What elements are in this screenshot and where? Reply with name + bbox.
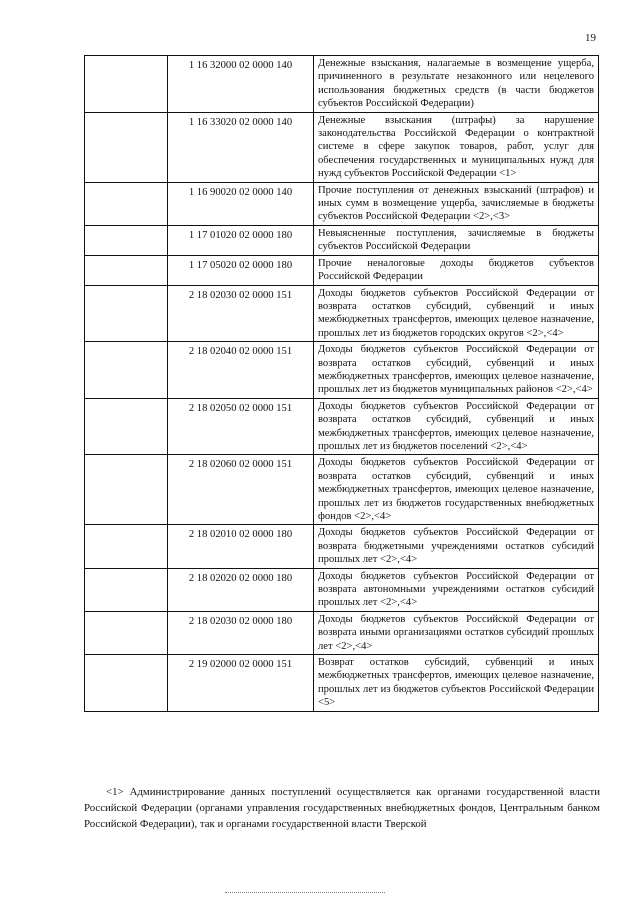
bottom-scan-line (225, 892, 385, 893)
revenue-code-cell: 2 18 02030 02 0000 151 (168, 285, 314, 342)
revenue-code-cell: 2 18 02040 02 0000 151 (168, 342, 314, 399)
admin-code-cell (85, 655, 168, 712)
revenue-code-cell: 2 18 02010 02 0000 180 (168, 525, 314, 568)
revenue-name-cell: Доходы бюджетов субъектов Российской Федерации от возврата иными организациями остатков субсидий прошлых лет <2>,<4> (314, 611, 599, 654)
table-row (85, 56, 599, 113)
revenue-code-cell: 2 18 02060 02 0000 151 (168, 455, 314, 525)
table-row (85, 182, 599, 225)
revenue-name-cell: Возврат остатков субсидий, субвенций и иных межбюджетных трансфертов, имеющих целевое назначение, прошлых лет из бюджетов субъектов Российской Федерации <5> (314, 655, 599, 712)
admin-code-cell (85, 56, 168, 113)
table-row (85, 525, 599, 568)
revenue-name-cell: Доходы бюджетов субъектов Российской Федерации от возврата остатков субсидий, субвенций и иных межбюджетных трансфертов, имеющих целевое назначение, прошлых лет из бюджетов поселений <2>,<4> (314, 398, 599, 455)
admin-code-cell (85, 255, 168, 285)
revenue-name-cell: Прочие поступления от денежных взысканий (штрафов) и иных сумм в возмещение ущерба, зачисляемые в бюджеты субъектов Российской Федерации <2>,<3> (314, 182, 599, 225)
footnote-1: <1> Администрирование данных поступлений осуществляется как органами государственной власти Российской Федерации (органами управления государственных внебюджетных фондов, Центральным банком Российской Федерации), так и органами государственной власти Тверской (84, 786, 600, 830)
revenue-code-cell: 2 19 02000 02 0000 151 (168, 655, 314, 712)
table-row (85, 285, 599, 342)
revenue-name-cell: Доходы бюджетов субъектов Российской Федерации от возврата автономными учреждениями остатков субсидий прошлых лет <2>,<4> (314, 568, 599, 611)
revenue-name-cell: Доходы бюджетов субъектов Российской Федерации от возврата бюджетными учреждениями остатков субсидий прошлых лет <2>,<4> (314, 525, 599, 568)
revenue-code-cell: 2 18 02050 02 0000 151 (168, 398, 314, 455)
admin-code-cell (85, 182, 168, 225)
table-row (85, 398, 599, 455)
admin-code-cell (85, 568, 168, 611)
admin-code-cell (85, 285, 168, 342)
revenue-code-cell: 1 16 32000 02 0000 140 (168, 56, 314, 113)
table-row (85, 112, 599, 182)
revenue-name-cell: Денежные взыскания, налагаемые в возмещение ущерба, причиненного в результате незаконного или нецелевого использования бюджетных средств (в части бюджетов субъектов Российской Федерации) (314, 56, 599, 113)
page-number: 19 (585, 32, 596, 44)
revenue-code-cell: 1 17 01020 02 0000 180 (168, 225, 314, 255)
table-body (85, 56, 599, 712)
revenue-name-cell: Невыясненные поступления, зачисляемые в бюджеты субъектов Российской Федерации (314, 225, 599, 255)
admin-code-cell (85, 112, 168, 182)
revenue-name-cell: Доходы бюджетов субъектов Российской Федерации от возврата остатков субсидий, субвенций и иных межбюджетных трансфертов, имеющих целевое назначение, прошлых лет из бюджетов городских округов <2>,<4> (314, 285, 599, 342)
revenue-name-cell: Доходы бюджетов субъектов Российской Федерации от возврата остатков субсидий, субвенций и иных межбюджетных трансфертов, имеющих целевое назначение, прошлых лет из бюджетов государственных внебюджетных фондов <2>,<4> (314, 455, 599, 525)
revenue-code-cell: 2 18 02020 02 0000 180 (168, 568, 314, 611)
admin-code-cell (85, 455, 168, 525)
table-row (85, 568, 599, 611)
revenue-name-cell: Денежные взыскания (штрафы) за нарушение законодательства Российской Федерации о контрактной системе в сфере закупок товаров, работ, услуг для обеспечения государственных и муниципальных нужд для нужд субъектов Российской Федерации <1> (314, 112, 599, 182)
table-row (85, 455, 599, 525)
admin-code-cell (85, 342, 168, 399)
admin-code-cell (85, 398, 168, 455)
table-row (85, 225, 599, 255)
table-row (85, 342, 599, 399)
table-row (85, 255, 599, 285)
revenue-codes-table (84, 55, 599, 712)
admin-code-cell (85, 225, 168, 255)
revenue-name-cell: Прочие неналоговые доходы бюджетов субъектов Российской Федерации (314, 255, 599, 285)
revenue-code-cell: 2 18 02030 02 0000 180 (168, 611, 314, 654)
table-row (85, 655, 599, 712)
revenue-code-cell: 1 17 05020 02 0000 180 (168, 255, 314, 285)
revenue-name-cell: Доходы бюджетов субъектов Российской Федерации от возврата остатков субсидий, субвенций и иных межбюджетных трансфертов, имеющих целевое назначение, прошлых лет из бюджетов муниципальных районов <2>,<4> (314, 342, 599, 399)
revenue-code-cell: 1 16 90020 02 0000 140 (168, 182, 314, 225)
admin-code-cell (85, 525, 168, 568)
admin-code-cell (85, 611, 168, 654)
revenue-code-cell: 1 16 33020 02 0000 140 (168, 112, 314, 182)
table-row (85, 611, 599, 654)
